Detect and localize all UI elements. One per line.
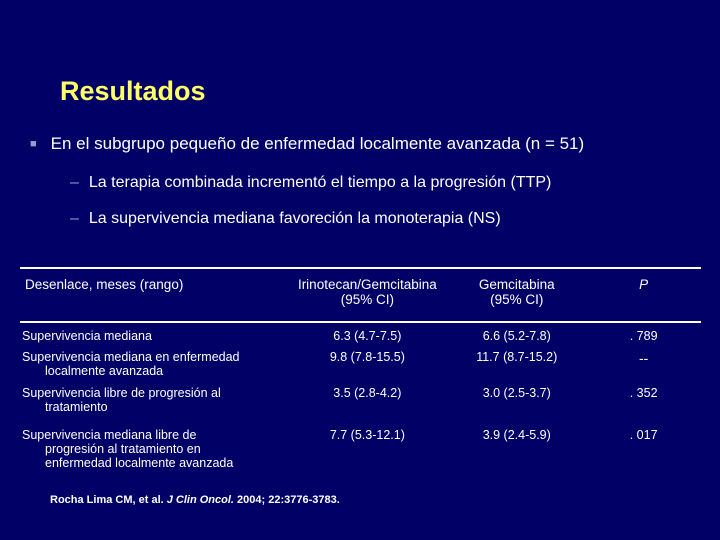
dash-bullet-icon: –	[70, 210, 79, 227]
results-table	[20, 267, 701, 470]
main-bullet	[30, 134, 584, 154]
row-outcome	[20, 426, 288, 470]
row-arm-a: 7.7 (5.3-12.1)	[329, 428, 405, 442]
row-arm-b: 11.7 (8.7-15.2)	[476, 350, 558, 364]
table-row	[20, 426, 701, 470]
row-arm-b: 3.0 (2.5-3.7)	[482, 386, 551, 400]
header-arm-b	[447, 268, 586, 322]
row-outcome-line1: Supervivencia libre de progresión al	[22, 386, 221, 400]
row-p-value: . 017	[629, 428, 658, 442]
row-p-value: . 352	[629, 386, 658, 400]
dash-bullet-icon: –	[70, 174, 79, 191]
main-bullet-text: En el subgrupo pequeño de enfermedad localmente avanzada (n = 51)	[50, 134, 585, 153]
row-outcome	[20, 386, 288, 426]
citation-journal: J Clin Oncol.	[166, 494, 234, 506]
sub-bullet-1	[70, 174, 551, 192]
row-outcome-line1: Supervivencia mediana en enfermedad	[22, 350, 240, 364]
table-row	[20, 322, 701, 350]
row-outcome-line2: progresión al tratamiento en	[45, 442, 201, 456]
sub-bullet-2-text: La supervivencia mediana favoreción la monoterapia (NS)	[88, 210, 501, 227]
header-arm-a-line1: Irinotecan/Gemcitabina	[297, 277, 437, 292]
sub-bullet-2	[70, 210, 501, 228]
row-outcome	[20, 322, 288, 350]
row-outcome-line1: Supervivencia mediana libre de	[22, 428, 197, 442]
row-outcome-line2: localmente avanzada	[45, 364, 164, 378]
row-arm-b: 3.9 (2.4-5.9)	[482, 428, 551, 442]
header-arm-b-line2: (95% CI)	[490, 292, 544, 307]
square-bullet-icon: ■	[30, 138, 37, 150]
row-outcome-line1: Supervivencia mediana	[22, 329, 152, 343]
table-row	[20, 350, 701, 386]
row-p-value: --	[638, 350, 649, 366]
header-outcome: Desenlace, meses (rango)	[20, 268, 288, 322]
citation-details: 2004; 22:3776-3783.	[233, 494, 340, 506]
row-outcome	[20, 350, 288, 386]
citation-authors: Rocha Lima CM, et al.	[50, 494, 167, 506]
row-arm-b: 6.6 (5.2-7.8)	[482, 329, 551, 343]
header-arm-a	[288, 268, 448, 322]
slide-title: Resultados	[60, 76, 206, 106]
row-arm-a: 6.3 (4.7-7.5)	[333, 329, 402, 343]
table-header-row	[20, 268, 701, 322]
sub-bullet-1-text: La terapia combinada incrementó el tiempo a la progresión (TTP)	[88, 174, 552, 191]
row-p-value: . 789	[629, 329, 658, 343]
citation	[50, 494, 340, 506]
header-arm-a-line2: (95% CI)	[340, 292, 394, 307]
table-row	[20, 386, 701, 426]
row-outcome-line3: enfermedad localmente avanzada	[45, 456, 234, 470]
header-arm-b-line1: Gemcitabina	[478, 277, 555, 292]
row-outcome-line2: tratamiento	[45, 400, 108, 414]
header-p-value: P	[586, 268, 701, 322]
row-arm-a: 3.5 (2.8-4.2)	[333, 386, 402, 400]
row-arm-a: 9.8 (7.8-15.5)	[329, 350, 405, 364]
